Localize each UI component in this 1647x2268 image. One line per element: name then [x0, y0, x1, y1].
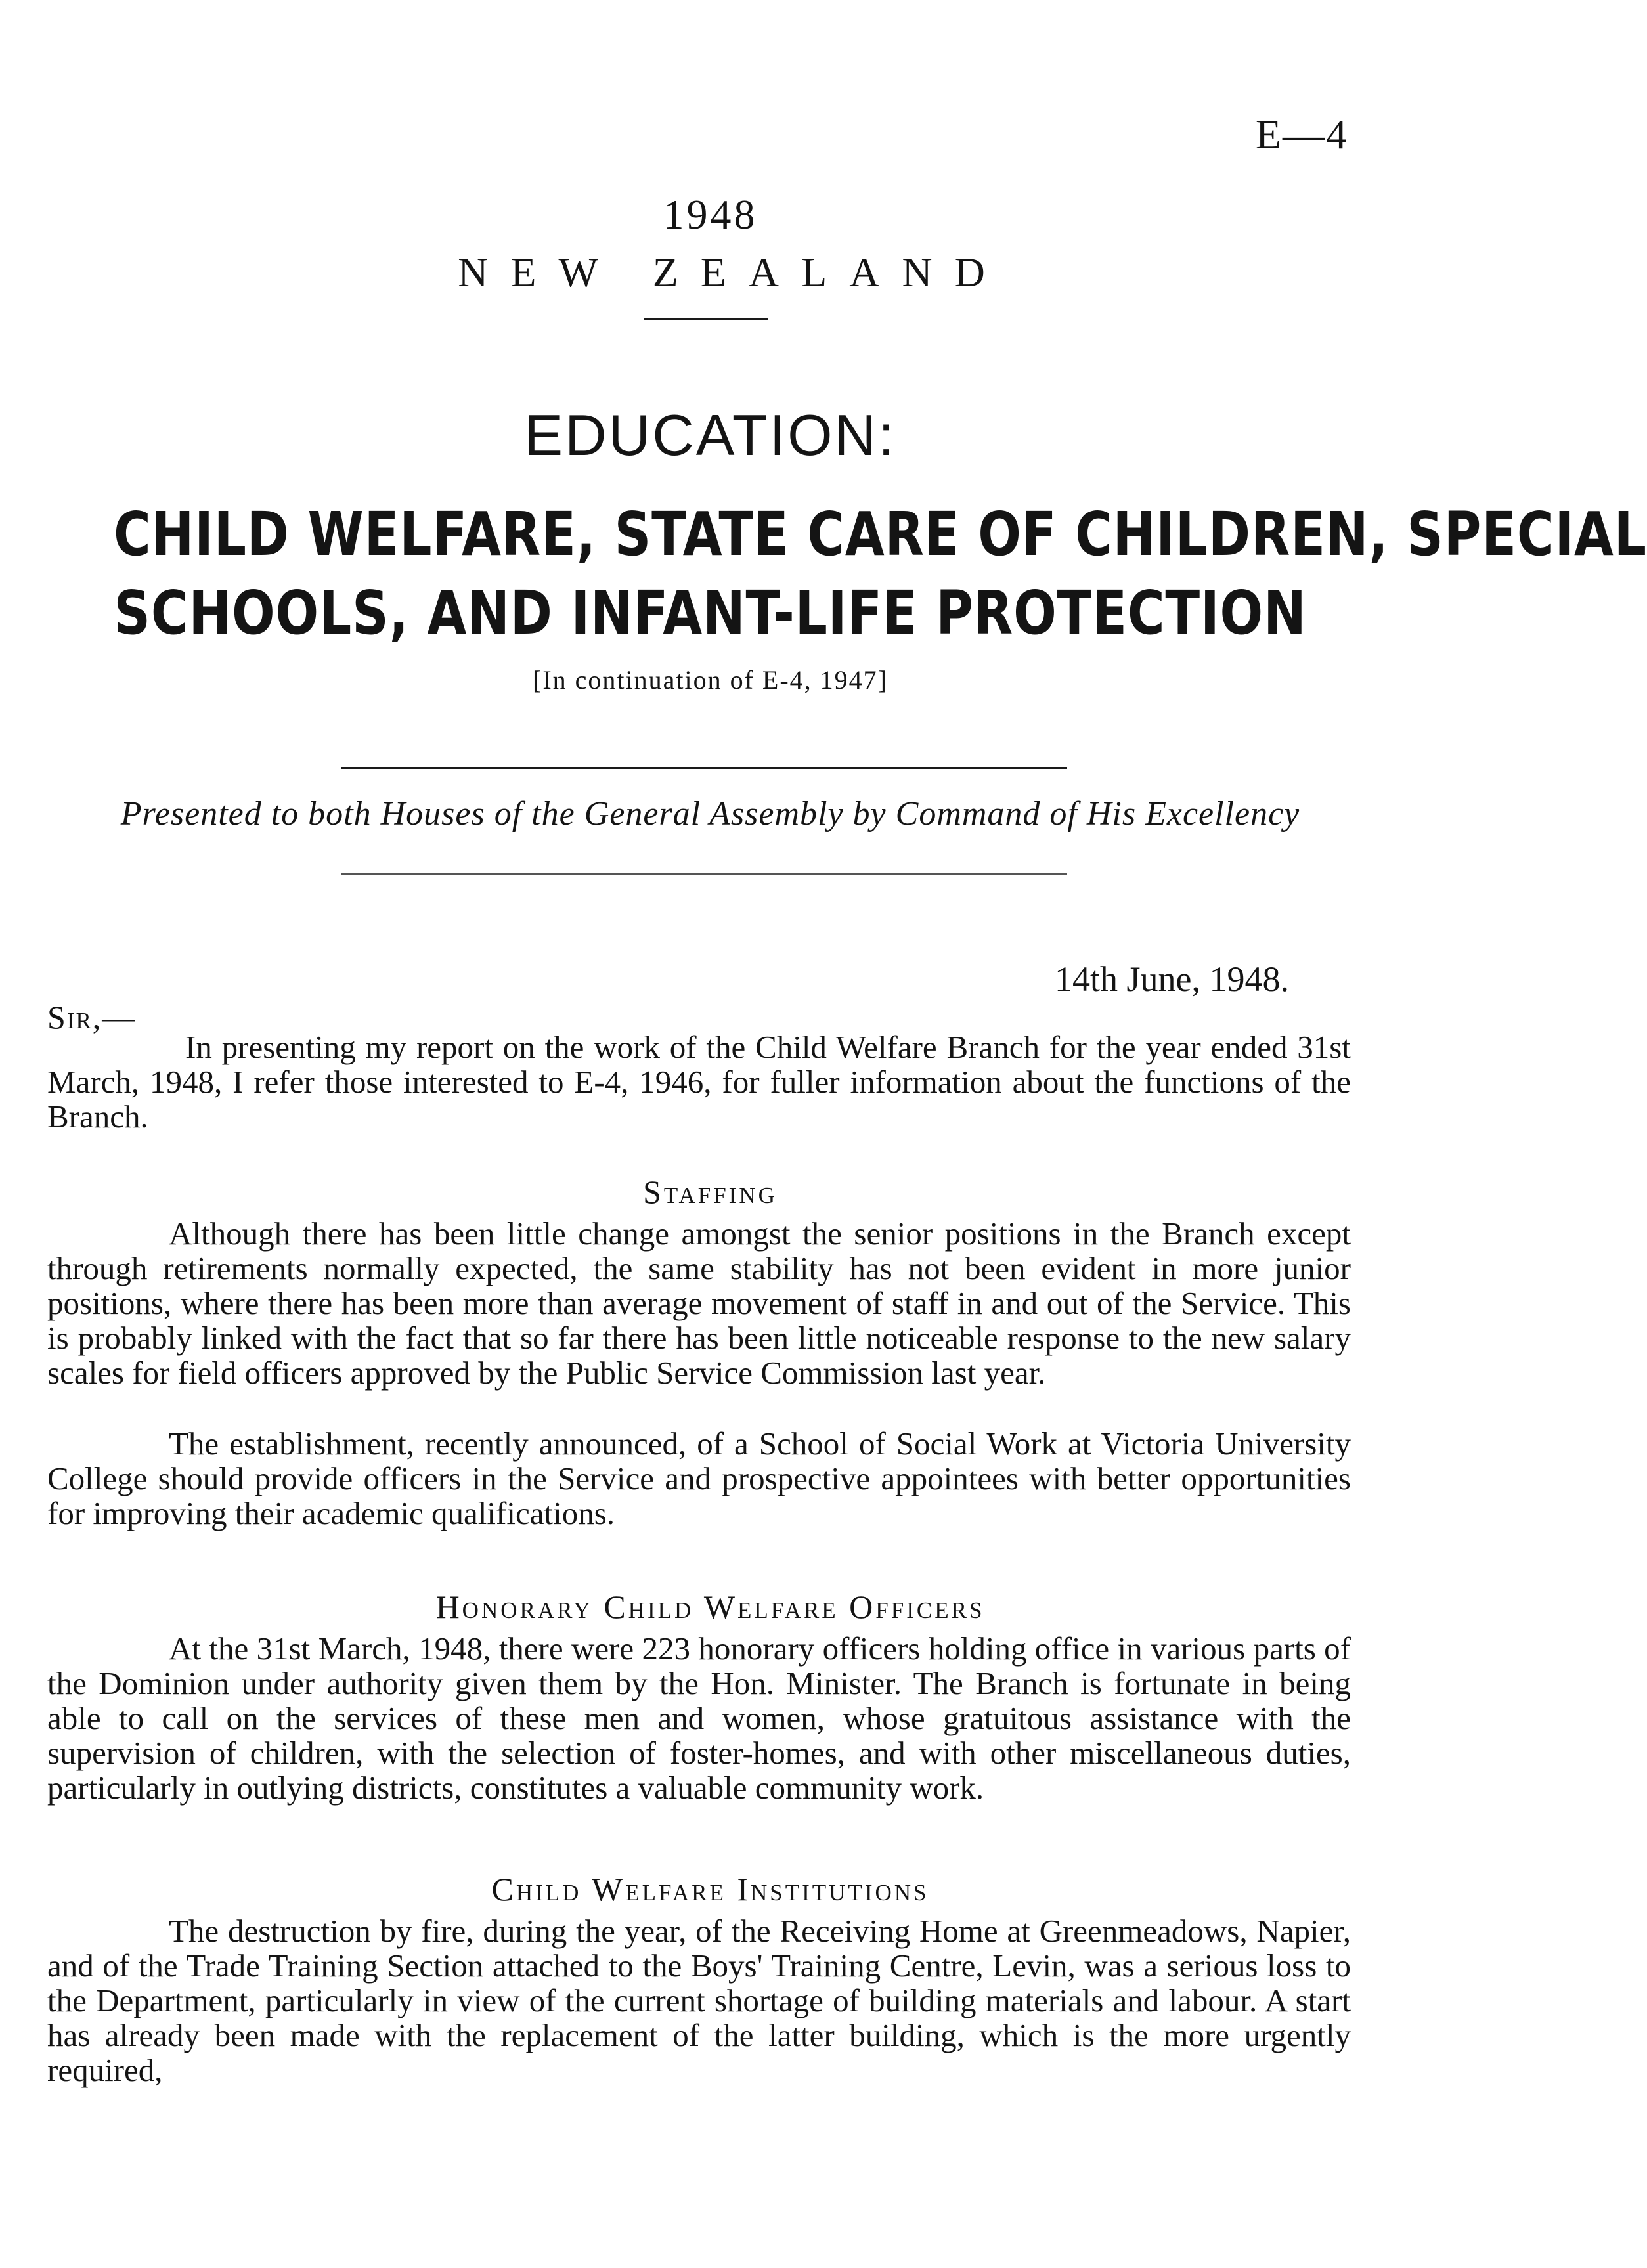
- honorary-paragraph: At the 31st March, 1948, there were 223 honorary officers holding office in various parts of the Dominion under authority given them by the Hon. Minister. The Branch is fortunate in being able to call on the services of these men and women, whose gratuitous assistance with the supervision of children, with the selection of foster-homes, and with other miscellaneous duties, particularly in outlying districts, constitutes a valuable community work.: [47, 1630, 1351, 1806]
- lower-divider: [341, 873, 1067, 875]
- continuation-note: [In continuation of E-4, 1947]: [533, 665, 888, 695]
- publication-year: 1948: [663, 191, 758, 238]
- salutation: Sir,—: [47, 999, 137, 1036]
- section-heading-staffing: Staffing: [643, 1173, 778, 1210]
- letter-date: 14th June, 1948.: [1055, 959, 1289, 999]
- staffing-paragraph-1: Although there has been little change amongst the senior positions in the Branch except through retirements normally expected, the same stability has not been evident in more junior positions, where there has been more than average movement of staff in and out of the Service. This is probably linked with the fact that so far there has been little noticeable response to the new salary scales for field officers approved by the Public Service Commission last year.: [47, 1215, 1351, 1391]
- report-title-line-1: CHILD WELFARE, STATE CARE OF CHILDREN, SPECIAL: [114, 499, 1647, 569]
- institutions-paragraph: The destruction by fire, during the year, of the Receiving Home at Greenmeadows, Napier, and of the Trade Training Section attached to the Boys' Training Centre, Levin, was a serious loss to the Department, particularly in view of the current shortage of building materials and labour. A start has already been made with the replacement of the latter building, which is the more urgently required,: [47, 1913, 1351, 2088]
- upper-divider: [341, 767, 1067, 769]
- paper-code: E—4: [1255, 111, 1348, 158]
- intro-paragraph: In presenting my report on the work of the Child Welfare Branch for the year ended 31st March, 1948, I refer those interested to E-4, 1946, for fuller information about the functions of the Branch.: [47, 1029, 1351, 1135]
- section-heading-honorary: Honorary Child Welfare Officers: [435, 1588, 985, 1625]
- section-heading-institutions: Child Welfare Institutions: [491, 1871, 929, 1908]
- country-heading: NEW ZEALAND: [458, 249, 1007, 295]
- short-divider: [644, 318, 768, 320]
- presented-line: Presented to both Houses of the General Assembly by Command of His Excellency: [120, 795, 1300, 833]
- report-title-line-2: SCHOOLS, AND INFANT-LIFE PROTECTION: [114, 578, 1307, 648]
- subject-heading: EDUCATION:: [524, 403, 896, 468]
- staffing-paragraph-2: The establishment, recently announced, of a School of Social Work at Victoria University College should provide officers in the Service and prospective appointees with better opportunities for improving their academic qualifications.: [47, 1426, 1351, 1531]
